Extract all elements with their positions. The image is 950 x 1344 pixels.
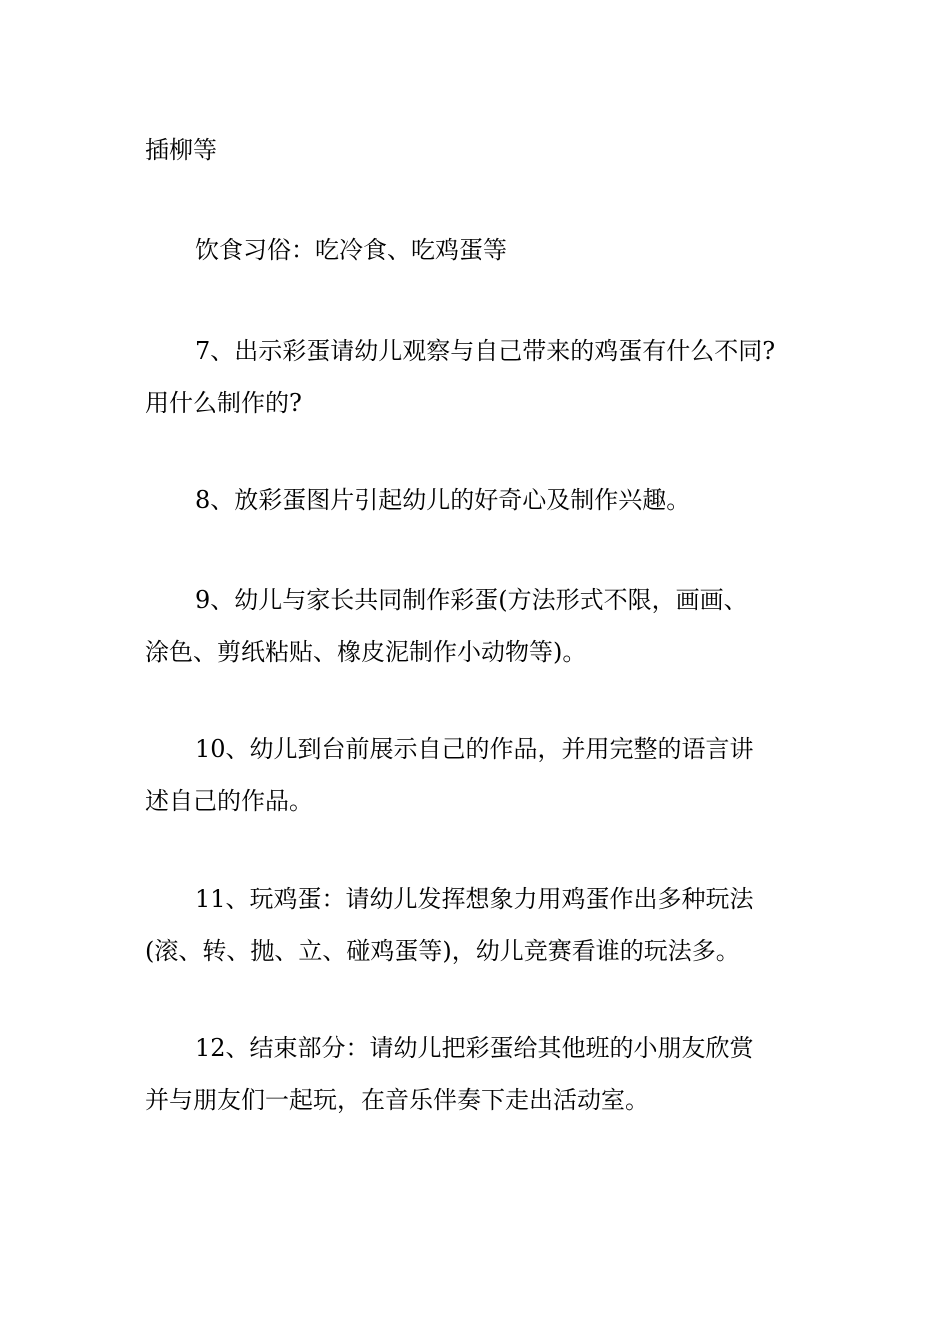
paragraph-line: 11、玩鸡蛋：请幼儿发挥想象力用鸡蛋作出多种玩法 xyxy=(195,885,754,913)
paragraph-line: 10、幼儿到台前展示自己的作品，并用完整的语言讲 xyxy=(195,735,754,763)
paragraph-line: 12、结束部分：请幼儿把彩蛋给其他班的小朋友欣赏 xyxy=(195,1034,754,1062)
paragraph-step-9 xyxy=(145,574,825,678)
paragraph-food-customs xyxy=(145,224,825,276)
paragraph-line: 饮食习俗：吃冷食、吃鸡蛋等 xyxy=(195,236,507,264)
paragraph-step-12 xyxy=(145,1022,825,1126)
paragraph-continuation xyxy=(145,124,825,176)
paragraph-line: 涂色、剪纸粘贴、橡皮泥制作小动物等)。 xyxy=(145,638,587,666)
paragraph-line: 插柳等 xyxy=(145,136,217,164)
paragraph-line: (滚、转、抛、立、碰鸡蛋等)，幼儿竞赛看谁的玩法多。 xyxy=(145,937,740,965)
paragraph-line: 8、放彩蛋图片引起幼儿的好奇心及制作兴趣。 xyxy=(195,486,691,514)
paragraph-step-11 xyxy=(145,873,825,977)
paragraph-step-8 xyxy=(145,474,825,526)
paragraph-step-10 xyxy=(145,723,825,827)
paragraph-line: 并与朋友们一起玩，在音乐伴奏下走出活动室。 xyxy=(145,1086,649,1114)
paragraph-line: 7、出示彩蛋请幼儿观察与自己带来的鸡蛋有什么不同? xyxy=(195,337,776,365)
paragraph-line: 9、幼儿与家长共同制作彩蛋(方法形式不限，画画、 xyxy=(195,586,748,614)
paragraph-line: 用什么制作的? xyxy=(145,389,302,417)
paragraph-step-7 xyxy=(145,325,825,429)
paragraph-line: 述自己的作品。 xyxy=(145,787,313,815)
